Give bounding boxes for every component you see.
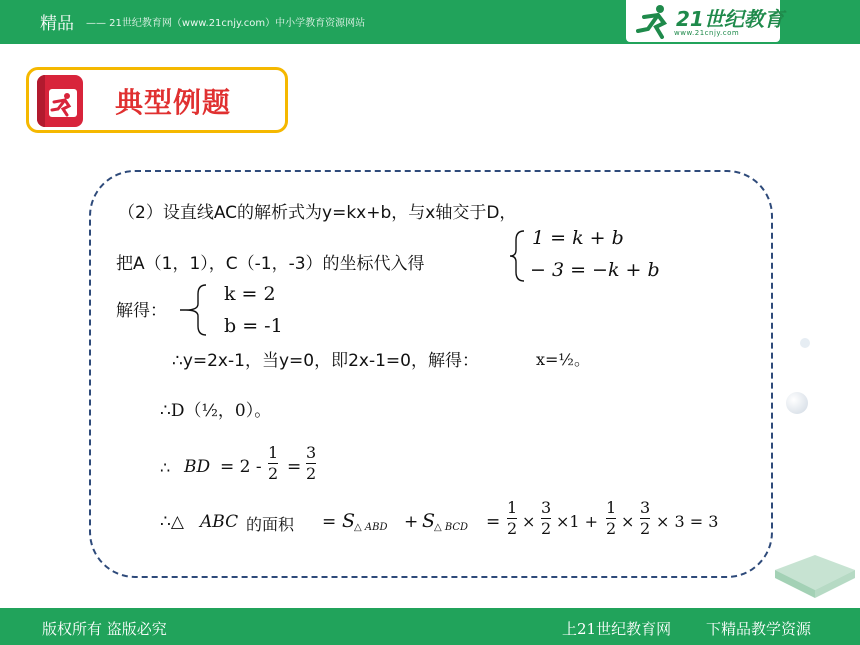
therefore-symbol: ∴ (160, 458, 171, 477)
decor-bubble-small-icon (800, 338, 810, 348)
fraction-1: 1 2 (507, 498, 518, 538)
fraction-4: 3 2 (640, 498, 651, 538)
area-prefix: ∴△ (160, 512, 184, 532)
solution-line-y: ∴y=2x-1，当y=0，即2x-1=0，解得： (172, 351, 479, 371)
area-s-bcd-sub: △ BCD (434, 522, 469, 533)
times-1: × (522, 512, 536, 531)
footer-bar (0, 608, 860, 645)
section-heading (26, 67, 288, 133)
substitution-text: 把A（1，1），C（-1，-3）的坐标代入得 (116, 254, 425, 274)
footer-site-link[interactable]: 上21世纪教育网 (562, 620, 672, 638)
top-banner (0, 0, 860, 44)
times-3: × (621, 512, 635, 531)
logo-text: 21世纪教育 (676, 7, 784, 31)
bd-equation: = 2 - (220, 457, 262, 477)
area-equals-2: = (486, 512, 501, 532)
decor-book-icon (770, 530, 860, 600)
area-s-abd-sub: △ ABD (354, 522, 388, 533)
decor-bubble-icon (786, 392, 808, 414)
solution-line-1: （2）设直线AC的解析式为y=kx+b，与x轴交于D， (118, 203, 517, 223)
brand-title: 精品 (40, 14, 74, 34)
fraction-2: 3 2 (541, 498, 552, 538)
area-plus: + (404, 512, 419, 532)
area-result: × 3 = 3 (656, 512, 719, 531)
area-s-bcd: S (422, 510, 436, 532)
system-brace-1 (508, 228, 528, 284)
area-label: 的面积 (246, 515, 295, 534)
x-value: x=½。 (536, 350, 590, 369)
system-1-eq-1: 1 = k + b (532, 227, 624, 249)
book-icon (37, 75, 83, 127)
section-title: 典型例题 (115, 86, 232, 119)
footer-resource-link[interactable]: 下精品教学资源 (706, 620, 812, 638)
area-equals: = (322, 512, 337, 532)
bd-equals: = (287, 457, 302, 477)
solve-label: 解得： (116, 301, 167, 321)
site-subtitle: —— 21世纪教育网（www.21cnjy.com）中小学教育资源网站 (86, 18, 366, 29)
site-logo[interactable] (626, 0, 784, 42)
area-s-abd: S (342, 510, 356, 532)
system-1-eq-2: − 3 = −k + b (530, 259, 660, 281)
copyright-text: 版权所有 盗版必究 (42, 620, 167, 638)
logo-url: www.21cnjy.com (674, 29, 740, 37)
bd-label: BD (184, 457, 211, 477)
header-divider (0, 44, 860, 47)
point-d-line: ∴D（½，0）。 (160, 401, 272, 421)
fraction-3: 1 2 (606, 498, 617, 538)
system-2-eq-1: k = 2 (224, 283, 276, 305)
system-brace-2 (178, 282, 212, 338)
triangle-abc: ABC (200, 512, 239, 532)
fraction-three-halves: 3 2 (306, 443, 317, 483)
fraction-one-half: 1 2 (268, 443, 279, 483)
times-2: ×1 + (556, 512, 599, 531)
system-2-eq-2: b = -1 (224, 315, 283, 337)
runner-icon (634, 3, 674, 39)
